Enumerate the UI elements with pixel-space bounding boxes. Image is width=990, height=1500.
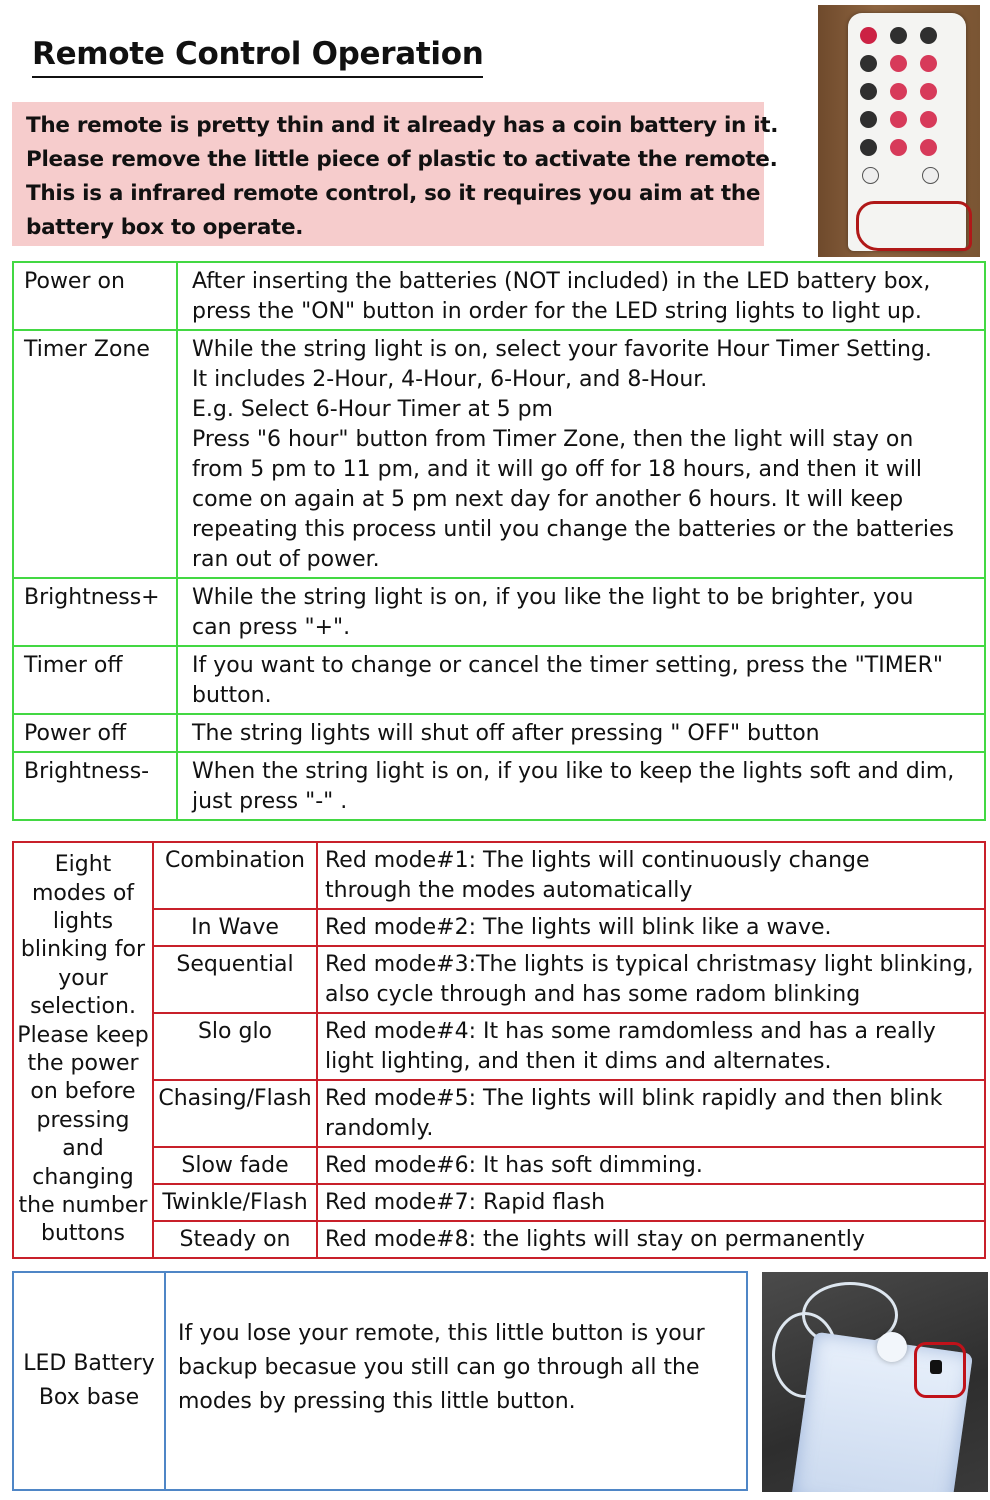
function-description [177,752,985,820]
description-line: randomly. [325,1116,434,1141]
function-label: Power on [13,262,177,330]
description-line: Red mode#6: It has soft dimming. [325,1153,703,1178]
mode-description [317,1080,985,1147]
description-line: If you lose your remote, this little button is your [178,1321,705,1346]
note-line: Please remove the little piece of plastic to activate the remote. [26,147,778,172]
intro-line: modes of [31,880,135,906]
mode-name: Steady on [153,1221,317,1258]
table-row [13,1184,985,1221]
remote-mode-button [890,83,907,100]
table-row [13,1080,985,1147]
remote-on-button [860,27,877,44]
description-line: E.g. Select 6-Hour Timer at 5 pm [192,397,553,422]
note-line: battery box to operate. [26,215,304,240]
intro-line: the number [18,1193,148,1219]
mode-name: Twinkle/Flash [153,1184,317,1221]
remote-mode-button [890,139,907,156]
remote-brightness-up-button [922,167,939,184]
intro-line: your [58,965,108,991]
description-line: come on again at 5 pm next day for another 6 hours. It will keep [192,487,904,512]
remote-mode-button [920,83,937,100]
description-line: repeating this process until you change the batteries or the batteries [192,517,954,542]
intro-line: Please keep [17,1022,149,1048]
mode-description [317,1184,985,1221]
label-line: Box base [38,1385,140,1410]
description-line: through the modes automatically [325,878,693,903]
remote-off-button [920,27,937,44]
description-line: While the string light is on, if you like the light to be brighter, you [192,585,914,610]
function-table [12,261,986,821]
plastic-tab-highlight [856,201,972,251]
description-line: button. [192,683,272,708]
description-line: If you want to change or cancel the timer setting, press the "TIMER" [192,653,943,678]
mode-name: Slow fade [153,1147,317,1184]
description-line: Red mode#3:The lights is typical christmasy light blinking, [325,952,974,977]
intro-line: changing [32,1164,134,1190]
mode-description [317,1147,985,1184]
remote-mode-button [890,55,907,72]
remote-mode-button [920,55,937,72]
mode-description [317,946,985,1013]
remote-timer-zone-button [860,83,877,100]
remote-mode-button [890,111,907,128]
mode-description [317,1013,985,1080]
description-line: press the "ON" button in order for the LED string lights to light up. [192,299,922,324]
function-label: Brightness- [13,752,177,820]
mode-description [317,842,985,909]
page-title: Remote Control Operation [32,34,483,78]
description-line: Red mode#8: the lights will stay on permanently [325,1227,865,1252]
intro-line: Eight [54,852,112,878]
table-row [13,646,985,714]
function-label: Timer off [13,646,177,714]
description-line: backup becasue you still can go through all the [178,1355,700,1380]
table-row [13,714,985,752]
function-description [177,330,985,578]
modes-intro [13,842,153,1258]
intro-line: blinking for [20,937,146,963]
table-row [13,578,985,646]
description-line: from 5 pm to 11 pm, and it will go off for 18 hours, and then it will [192,457,923,482]
description-line: light lighting, and then it dims and alternates. [325,1049,832,1074]
modes-table [12,841,986,1259]
battery-box-photo [762,1272,988,1492]
remote-brightness-down-button [862,167,879,184]
description-line: While the string light is on, select your favorite Hour Timer Setting. [192,337,932,362]
remote-control-photo [818,5,980,257]
note-line: The remote is pretty thin and it already has a coin battery in it. [26,113,779,138]
remote-mode-button [920,111,937,128]
intro-line: selection. [30,994,136,1020]
description-line: just press "-" . [192,789,348,814]
intro-line: lights [52,908,114,934]
mode-description [317,1221,985,1258]
remote-battery-note [12,102,779,246]
description-line: After inserting the batteries (NOT included) in the LED battery box, [192,269,931,294]
table-row [13,909,985,946]
battery-box-switch [877,1332,907,1362]
note-line: This is a infrared remote control, so it requires you aim at the [26,181,761,206]
table-row [13,1147,985,1184]
description-line: ran out of power. [192,547,380,572]
function-label: Power off [13,714,177,752]
description-line: Red mode#4: It has some ramdomless and has a really [325,1019,936,1044]
function-label: Brightness+ [13,578,177,646]
battery-box-label [14,1273,166,1489]
table-row [13,1013,985,1080]
table-row [13,842,985,909]
mode-name: Sequential [153,946,317,1013]
intro-line: on before [30,1079,136,1105]
battery-box-section [12,1271,748,1491]
mode-name: Combination [153,842,317,909]
label-line: LED Battery [23,1351,155,1376]
intro-line: and [62,1136,104,1162]
intro-line: buttons [40,1221,126,1247]
function-description [177,714,985,752]
description-line: The string lights will shut off after pressing " OFF" button [192,721,820,746]
description-line: Red mode#2: The lights will blink like a wave. [325,915,832,940]
intro-line: pressing [36,1107,130,1133]
description-line: Red mode#7: Rapid flash [325,1190,606,1215]
mode-description [317,909,985,946]
mode-name: Chasing/Flash [153,1080,317,1147]
table-row [13,752,985,820]
mode-name: Slo glo [153,1013,317,1080]
description-line: Press "6 hour" button from Timer Zone, then the light will stay on [192,427,914,452]
description-line: Red mode#5: The lights will blink rapidly and then blink [325,1086,943,1111]
function-label: Timer Zone [13,330,177,578]
remote-timer-zone-button [860,111,877,128]
description-line: modes by pressing this little button. [178,1389,576,1414]
description-line: also cycle through and has some radom blinking [325,982,861,1007]
remote-timer-button [890,27,907,44]
description-line: Red mode#1: The lights will continuously change [325,848,870,873]
remote-control-body [848,13,966,251]
description-line: can press "+". [192,615,351,640]
table-row [13,262,985,330]
table-row [13,1221,985,1258]
function-description [177,646,985,714]
function-description [177,262,985,330]
backup-button-highlight [914,1342,966,1398]
table-row [13,330,985,578]
function-description [177,578,985,646]
remote-mode-button [920,139,937,156]
intro-line: the power [27,1051,139,1076]
description-line: When the string light is on, if you like to keep the lights soft and dim, [192,759,955,784]
remote-timer-zone-button [860,139,877,156]
battery-box-description [166,1273,746,1489]
table-row [13,946,985,1013]
remote-timer-zone-button [860,55,877,72]
description-line: It includes 2-Hour, 4-Hour, 6-Hour, and 8-Hour. [192,367,708,392]
mode-name: In Wave [153,909,317,946]
